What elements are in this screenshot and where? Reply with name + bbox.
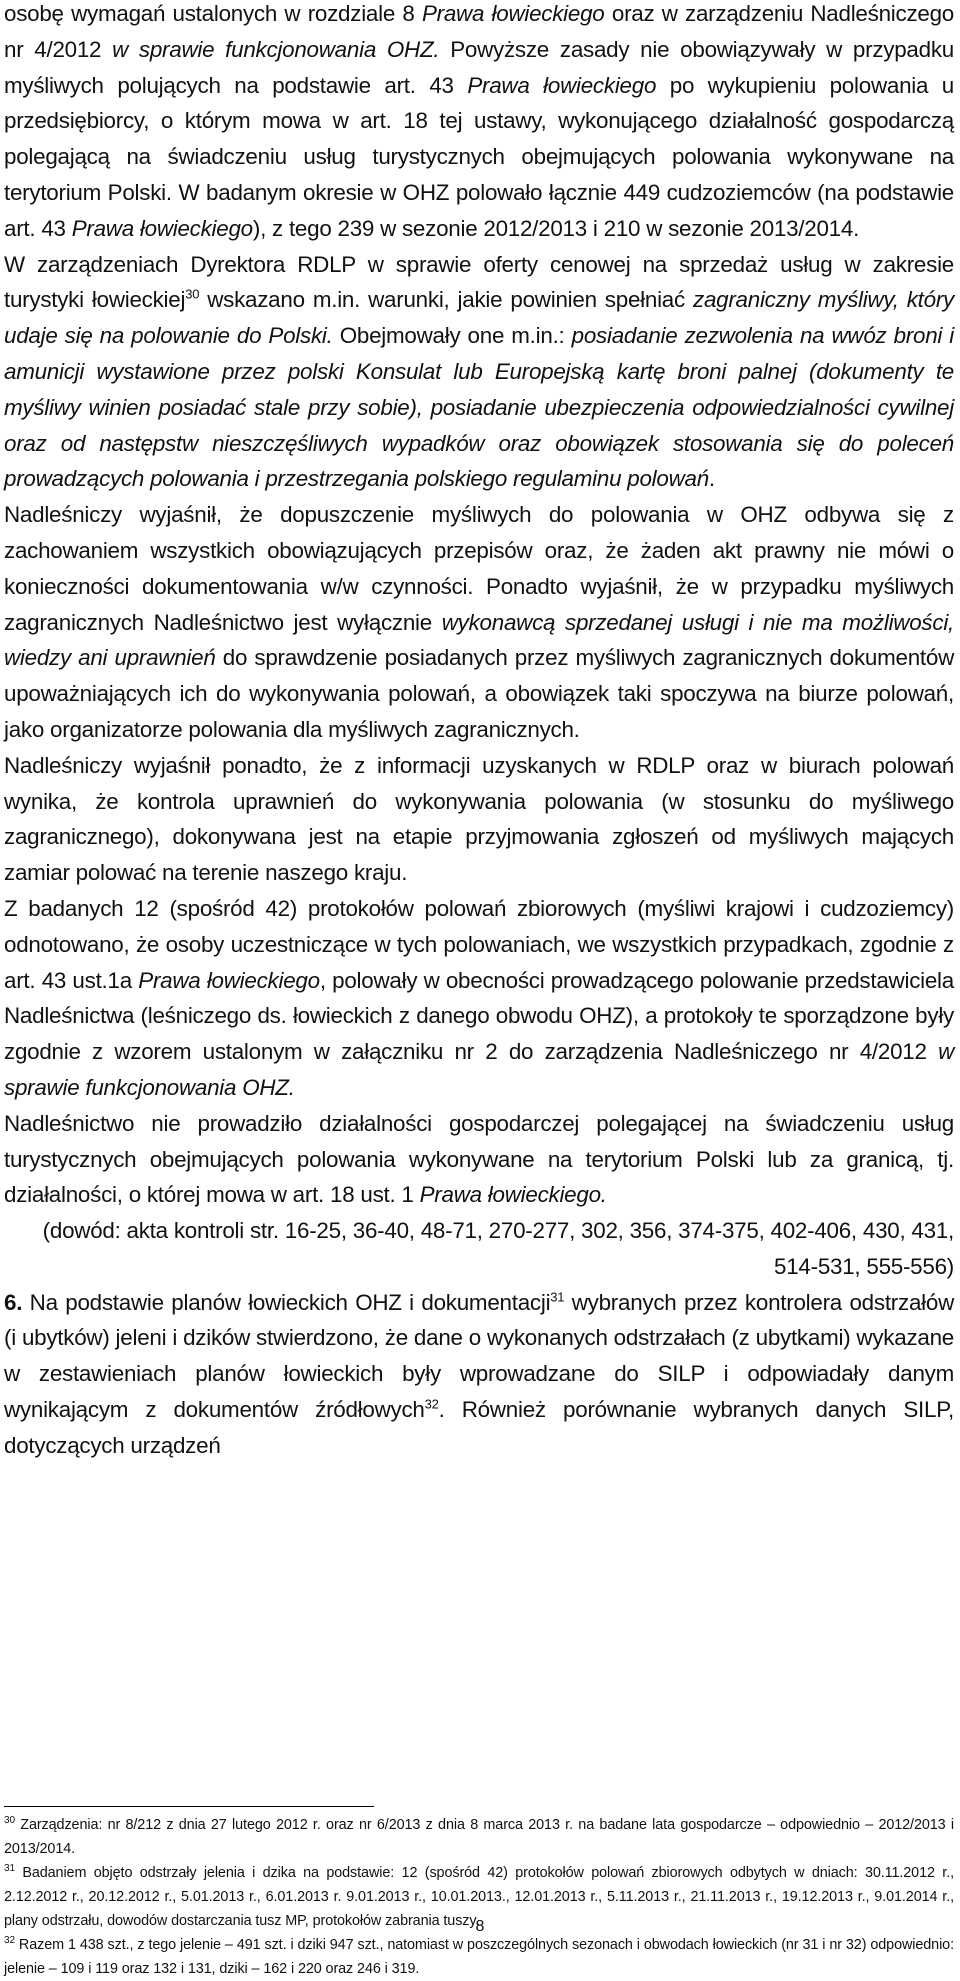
text-run: .: [708, 466, 715, 492]
text-run: . Również porównanie wybranych danych SILP, dotyczących urządzeń: [4, 1397, 954, 1458]
italic-text: Prawa łowieckiego.: [419, 1182, 607, 1208]
paragraph: [4, 497, 954, 748]
italic-text: Prawa łowieckiego: [421, 1, 605, 26]
paragraph: [4, 1285, 954, 1464]
text-run: wybranych przez kontrolera odstrzałów (i ubytków) jeleni i dzików stwierdzono, że dane o wykonanych odstrzałach (z ubytkami) wykazane w zestawieniach planów łowieckich były wprowadzane do SILP i odpowiadały danym wynikającym z dokumentów źródłowych: [4, 1289, 954, 1423]
footnote-separator: [4, 1806, 374, 1807]
text-run: Z badanych 12 (spośród 42) protokołów polowań zbiorowych (myśliwi krajowi i cudzoziemcy) odnotowano, że osoby uczestniczące w tych polowaniach, we wszystkich przypadkach, zgodnie z art. 43 ust.1a: [4, 895, 954, 993]
paragraph: [4, 891, 954, 1106]
text-run: Nadleśniczy wyjaśnił, że dopuszczenie myśliwych do polowania w OHZ odbywa się z zachowaniem wszystkich obowiązujących przepisów oraz, że żaden akt prawny nie mówi o konieczności dokumentowania w/w czynności. Ponadto wyjaśnił, że w przypadku myśliwych zagranicznych Nadleśnictwo jest wyłącznie: [4, 502, 954, 635]
text-run: oraz w zarządzeniu Nadleśniczego nr 4/2012: [4, 1, 954, 62]
text-run: wskazano m.in. warunki, jakie powinien spełniać: [199, 287, 693, 313]
text-run: po wykupieniu polowania u przedsiębiorcy, o którym mowa w art. 18 tej ustawy, wykonującego działalność gospodarczą polegającą na świadczeniu usług turystycznych obejmujących polowania wykonywane na terytorium Polski. W badanym okresie w OHZ polowało łącznie 449 cudzoziemców (na podstawie art. 43: [4, 72, 954, 241]
text-run: Na podstawie planów łowieckich OHZ i dokumentacji: [22, 1289, 551, 1315]
text-run: Nadleśnictwo nie prowadziło działalności gospodarczej polegającej na świadczeniu usług turystycznych obejmujących polowania wykonywane na terytorium Polski lub za granicą, tj. działalności, o której mowa w art. 18 ust. 1: [4, 1110, 954, 1208]
page-number: 8: [475, 1918, 485, 1935]
section-number: 6.: [4, 1289, 23, 1315]
text-run: osobę wymagań ustalonych w rozdziale 8: [4, 1, 422, 26]
footnote-number: 32: [4, 1935, 15, 1947]
italic-text: Prawa łowieckiego: [138, 967, 320, 993]
footnote-reference: 32: [424, 1396, 439, 1412]
footnote-number: 31: [4, 1863, 15, 1875]
paragraph: [4, 0, 954, 247]
italic-text: posiadanie zezwolenia na wwóz broni i amunicji wystawione przez polski Konsulat lub Europejską kartę broni palnej (dokumenty te myśliwy winien posiadać stale przy sobie), posiadanie ubezpieczenia odpowiedzialności cywilnej oraz od następstw nieszczęśliwych wypadków oraz obowiązek stosowania się do poleceń prowadzących polowania i przestrzegania polskiego regulaminu polowań: [4, 323, 954, 492]
paragraph: [4, 247, 954, 498]
text-run: do sprawdzenie posiadanych przez myśliwych zagranicznych dokumentów upoważniających ich do wykonywania polowań, a obowiązek taki spoczywa na biurze polowań, jako organizatorze polowania dla myśliwych zagranicznych.: [4, 645, 954, 742]
footnote-text: Badaniem objęto odstrzały jelenia i dzika na podstawie: 12 (spośród 42) protokołów polowań zbiorowych odbytych w dniach: 30.11.2012 r., 2.12.2012 r., 20.12.2012 r., 5.01.2013 r., 6.01.2013 r. 9.01.2013 r., 10.01.2013., 12.01.2013 r., 5.11.2013 r., 21.11.2013 r., 19.12.2013 r., 9.01.2014 r., plany odstrzału, dowodów dostarczania tusz MP, protokołów zabrania tuszy.: [4, 1865, 954, 1929]
italic-text: w sprawie funkcjonowania OHZ.: [112, 36, 440, 62]
footnote-text: Razem 1 438 szt., z tego jelenie – 491 szt. i dziki 947 szt., natomiast w poszczególnych sezonach i obwodach łowieckich (nr 31 i nr 32) odpowiednio: jelenie – 109 i 119 oraz 132 i 131, dziki – 162 i 220 oraz 246 i 319.: [4, 1937, 954, 1977]
text-run: , polowały w obecności prowadzącego polowanie przedstawiciela Nadleśnictwa (leśniczego ds. łowieckich z danego obwodu OHZ), a protokoły te sporządzone były zgodnie z wzorem ustalonym w załączniku nr 2 do zarządzenia Nadleśniczego nr 4/2012: [4, 967, 954, 1065]
footnote-reference: 30: [185, 286, 200, 302]
text-run: Powyższe zasady nie obowiązywały w przypadku myśliwych polujących na podstawie art. 43: [4, 36, 954, 98]
footnote-text: Zarządzenia: nr 8/212 z dnia 27 lutego 2012 r. oraz nr 6/2013 z dnia 8 marca 2013 r. na badane lata gospodarcze – odpowiednio – 2012/2013 i 2013/2014.: [4, 1817, 954, 1857]
text-run: W zarządzeniach Dyrektora RDLP w sprawie oferty cenowej na sprzedaż usług w zakresie turystyki łowieckiej: [4, 251, 954, 313]
text-run: Nadleśniczy wyjaśnił ponadto, że z informacji uzyskanych w RDLP oraz w biurach polowań wynika, że kontrola uprawnień do wykonywania polowania (w stosunku do myśliwego zagranicznego), dokonywana jest na etapie przyjmowania zgłoszeń od myśliwych mających zamiar polować na terenie naszego kraju.: [4, 752, 954, 886]
italic-text: w sprawie funkcjonowania OHZ.: [4, 1039, 954, 1100]
footnote: [4, 1933, 954, 1981]
footnotes: [4, 1813, 954, 1981]
footnote-number: 30: [4, 1815, 15, 1827]
text-run: (dowód: akta kontroli str. 16-25, 36-40, 48-71, 270-277, 302, 356, 374-375, 402-406, 430, 431, 514-531, 555-556): [42, 1218, 954, 1279]
italic-text: Prawa łowieckiego: [467, 72, 657, 98]
footnote-reference: 31: [550, 1289, 565, 1305]
italic-text: wykonawcą sprzedanej usługi i nie ma możliwości, wiedzy ani uprawnień: [4, 609, 955, 671]
paragraph: [4, 1213, 954, 1285]
text-run: Obejmowały one m.in.:: [332, 323, 572, 349]
italic-text: zagraniczny myśliwy, który udaje się na polowanie do Polski.: [4, 287, 954, 349]
body-text: [4, 0, 954, 1464]
footnote: [4, 1813, 954, 1861]
italic-text: Prawa łowieckiego: [71, 215, 253, 241]
paragraph: [4, 748, 954, 891]
paragraph: [4, 1106, 954, 1213]
text-run: ), z tego 239 w sezonie 2012/2013 i 210 w sezonie 2013/2014.: [252, 215, 860, 241]
